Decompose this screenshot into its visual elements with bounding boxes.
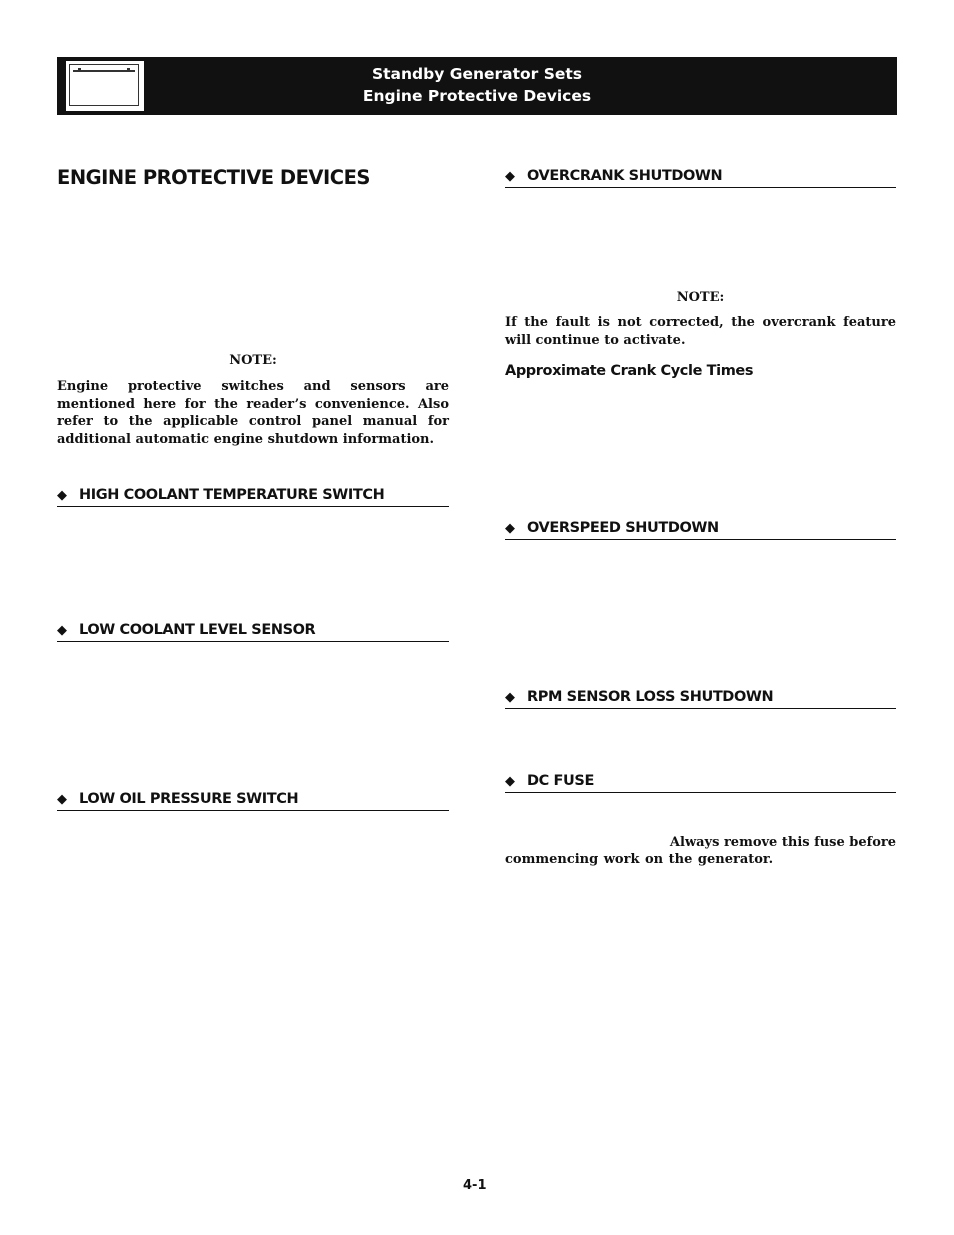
section-heading-label: LOW COOLANT LEVEL SENSOR	[79, 622, 316, 638]
header-title-line2: Engine Protective Devices	[362, 87, 592, 105]
note-text-left: Engine protective switches and sensors are mentioned here for the reader’s convenience. Also refer to the applicable control panel manual for additional automatic engine shutdown information.	[57, 379, 449, 447]
diamond-bullet-icon: ◆	[57, 792, 67, 807]
crank-cycle-times-subheading: Approximate Crank Cycle Times	[505, 363, 754, 379]
section-heading-rpm-sensor-loss-shutdown	[505, 688, 896, 709]
logo-line	[73, 70, 135, 72]
section-heading-low-oil-pressure-switch	[57, 790, 449, 811]
diamond-bullet-icon: ◆	[505, 521, 515, 536]
fuse-warning-line1: Always remove this fuse before	[669, 835, 896, 850]
note-label-right: NOTE:	[676, 290, 725, 305]
fuse-warning-line2: commencing work on the generator.	[505, 852, 774, 867]
header-title-line1: Standby Generator Sets	[371, 65, 583, 83]
section-heading-label: OVERCRANK SHUTDOWN	[527, 168, 723, 184]
note-text-right: If the fault is not corrected, the overcrank feature will continue to activate.	[505, 315, 896, 348]
header-bar	[57, 57, 897, 115]
page-title: ENGINE PROTECTIVE DEVICES	[57, 166, 370, 189]
section-heading-label: OVERSPEED SHUTDOWN	[527, 520, 719, 536]
logo-dot	[127, 68, 130, 71]
diamond-bullet-icon: ◆	[505, 774, 515, 789]
logo-dot	[78, 68, 81, 71]
header-title	[317, 63, 637, 107]
diamond-bullet-icon: ◆	[57, 488, 67, 503]
page-number: 4-1	[463, 1178, 487, 1193]
section-heading-dc-fuse	[505, 772, 896, 793]
manual-logo-icon	[66, 61, 144, 111]
section-heading-label: LOW OIL PRESSURE SWITCH	[79, 791, 299, 807]
diamond-bullet-icon: ◆	[505, 690, 515, 705]
section-heading-label: DC FUSE	[527, 773, 594, 789]
note-label-left: NOTE:	[229, 353, 277, 368]
section-heading-high-coolant-temperature-switch	[57, 486, 449, 507]
diamond-bullet-icon: ◆	[505, 169, 515, 184]
diamond-bullet-icon: ◆	[57, 623, 67, 638]
section-heading-low-coolant-level-sensor	[57, 621, 449, 642]
section-heading-label: RPM SENSOR LOSS SHUTDOWN	[527, 689, 774, 705]
section-heading-label: HIGH COOLANT TEMPERATURE SWITCH	[79, 487, 385, 503]
logo-frame	[69, 64, 139, 106]
section-heading-overcrank-shutdown	[505, 167, 896, 188]
section-heading-overspeed-shutdown	[505, 519, 896, 540]
